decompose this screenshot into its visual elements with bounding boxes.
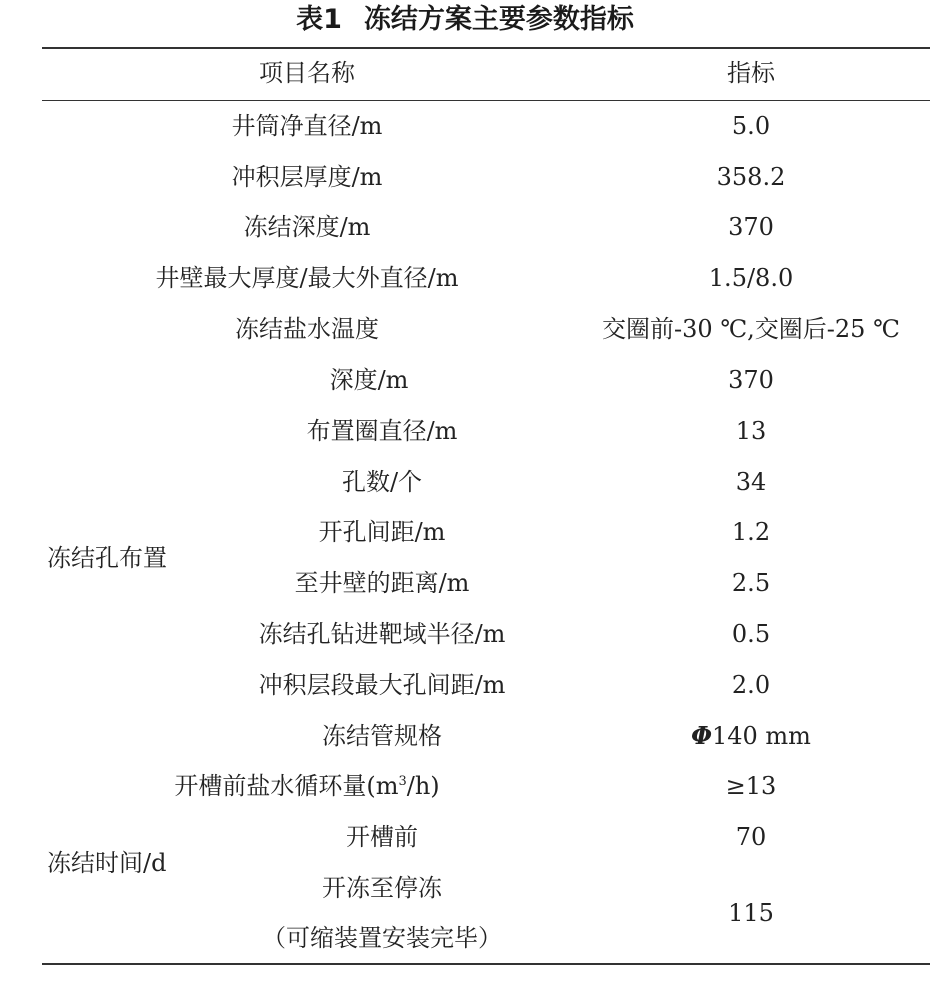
- row-item-brine-circulation: 开槽前盐水循环量$(m^3/h)$: [174, 772, 440, 800]
- bottom-rule: [42, 963, 930, 965]
- group-row-item: 开槽前: [346, 823, 418, 851]
- row-item: 井筒净直径/m: [231, 112, 383, 140]
- group-row-value: 34: [735, 468, 767, 496]
- group-row-item: 冻结孔钻进靶域半径/m: [258, 620, 506, 648]
- row-value: 370: [728, 213, 774, 241]
- row-item: 井壁最大厚度/最大外直径/m: [155, 264, 459, 292]
- row-item: 冻结盐水温度: [235, 315, 379, 343]
- header-rule: [42, 100, 930, 101]
- top-rule: [42, 47, 930, 49]
- group-label-freezing-time: 冻结时间/d: [47, 849, 167, 877]
- row-value: 358.2: [716, 163, 786, 191]
- group-row-value: 115: [728, 899, 774, 927]
- group-row-value: [691, 721, 811, 751]
- row-item: 冻结深度/m: [243, 213, 371, 241]
- group-row-item: 至井壁的距离/m: [294, 569, 470, 597]
- table-caption: [0, 2, 930, 38]
- group-row-item: 冻结管规格: [322, 722, 442, 750]
- row-value: ≥13: [725, 772, 777, 800]
- group-label-hole-arrangement: 冻结孔布置: [47, 544, 167, 572]
- caption-label: 表1: [296, 4, 342, 35]
- header-value: 指标: [727, 59, 775, 87]
- group-row-item: 深度/m: [329, 366, 409, 394]
- group-row-item: 孔数/个: [341, 468, 423, 496]
- group-row-value: 1.2: [731, 518, 771, 546]
- group-row-item: 布置圈直径/m: [306, 417, 458, 445]
- row-value: 交圈前-30 ℃,交圈后-25 ℃: [602, 315, 900, 343]
- caption-text: 冻结方案主要参数指标: [363, 4, 634, 35]
- row-item: 冲积层厚度/m: [231, 163, 383, 191]
- group-row-value: 13: [735, 417, 767, 445]
- group-row-value: 0.5: [731, 620, 771, 648]
- pipe-spec-value: 140 mm: [711, 722, 811, 750]
- group-row-item: 开冻至停冻: [322, 874, 442, 902]
- group-row-value: 2.0: [731, 671, 771, 699]
- group-row-item: 冲积层段最大孔间距/m: [258, 671, 506, 699]
- group-row-value: 2.5: [731, 569, 771, 597]
- group-row-item: 开孔间距/m: [318, 518, 446, 546]
- row-value: 1.5/8.0: [708, 264, 794, 292]
- group-row-item-note: （可缩装置安装完毕）: [262, 924, 502, 952]
- group-row-value: 370: [728, 366, 774, 394]
- phi-symbol: Φ: [691, 721, 712, 750]
- header-item-name: 项目名称: [259, 59, 355, 87]
- group-row-value: 70: [735, 823, 767, 851]
- row-value: 5.0: [731, 112, 771, 140]
